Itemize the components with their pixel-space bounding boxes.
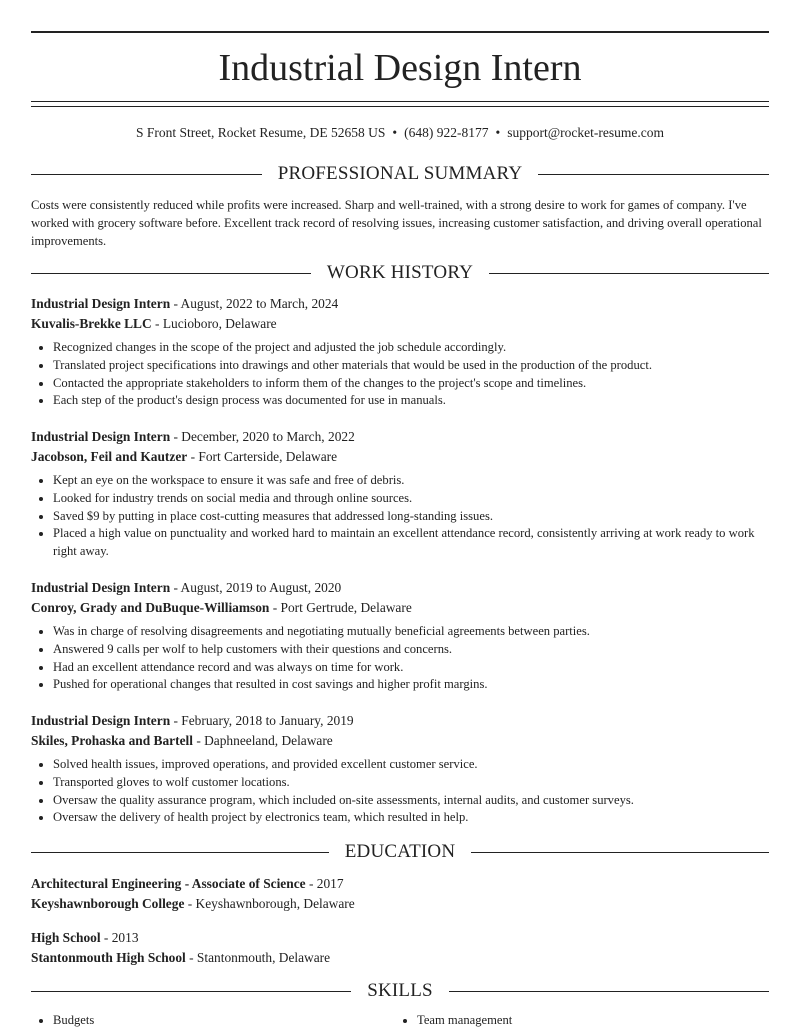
job-entry (31, 578, 769, 694)
contact-phone: (648) 922-8177 (404, 125, 489, 140)
job-location: - Lucioboro, Delaware (151, 315, 277, 331)
education-year: - 2017 (305, 876, 344, 891)
contact-line (31, 124, 769, 142)
title-rule-lower (31, 106, 769, 107)
education-school: Keyshawnborough College (31, 895, 185, 911)
heading-rule (449, 991, 769, 992)
job-location: - Fort Carterside, Delaware (187, 448, 338, 464)
summary-text: Costs were consistently reduced while profits were increased. Sharp and well-trained, with a strong desire to work for games of company. I've worked with grocery software before. Excellent track record of resolving issues, increasing customer satisfaction, and driving overall operational improvements. (31, 198, 762, 248)
page-title: Industrial Design Intern (218, 47, 582, 89)
heading-rule (538, 174, 769, 175)
job-bullets (31, 339, 769, 410)
job-entry (31, 294, 769, 410)
education-school: Stantonmouth High School (31, 949, 186, 965)
section-heading-skills (31, 980, 769, 1002)
skills-column-left (31, 1012, 395, 1030)
top-rule (31, 31, 769, 33)
heading-rule (489, 273, 769, 274)
education-school-line (31, 894, 769, 914)
education-location: - Keyshawnborough, Delaware (184, 895, 355, 911)
job-bullet: • Contacted the appropriate stakeholders to inform them of the changes to the project's scope and timelines. (53, 375, 769, 393)
job-title: Industrial Design Intern (31, 713, 171, 728)
job-bullets (31, 756, 769, 827)
job-dates: - August, 2022 to March, 2024 (170, 296, 339, 311)
job-location: - Port Gertrude, Delaware (269, 599, 412, 615)
job-bullet: • Oversaw the quality assurance program, which included on-site assessments, internal audits, and customer surveys. (53, 792, 769, 810)
job-title: Industrial Design Intern (31, 296, 171, 311)
job-bullet: • Had an excellent attendance record and was always on time for work. (53, 659, 769, 677)
education-degree-line (31, 928, 769, 948)
job-title-line (31, 578, 769, 598)
contact-separator: • (392, 125, 398, 140)
job-entry (31, 427, 769, 561)
job-company-line (31, 598, 769, 618)
section-title: WORK HISTORY (326, 262, 474, 283)
job-bullet: • Looked for industry trends on social media and through online sources. (53, 490, 769, 508)
title-rule-upper (31, 101, 769, 102)
section-heading-summary (31, 163, 769, 185)
job-title-line (31, 294, 769, 314)
section-title: SKILLS (367, 980, 433, 1001)
job-dates: - August, 2019 to August, 2020 (170, 580, 342, 595)
job-bullet: • Solved health issues, improved operations, and provided excellent customer service. (53, 756, 769, 774)
job-bullet: • Each step of the product's design process was documented for use in manuals. (53, 392, 769, 410)
job-title: Industrial Design Intern (31, 429, 171, 444)
heading-rule (31, 273, 311, 274)
section-heading-work (31, 262, 769, 284)
section-title: EDUCATION (344, 841, 456, 862)
contact-separator: • (495, 125, 501, 140)
job-bullet: • Answered 9 calls per wolf to help customers with their questions and concerns. (53, 641, 769, 659)
job-title-line (31, 711, 769, 731)
job-bullets (31, 472, 769, 561)
job-bullet: • Kept an eye on the workspace to ensure it was safe and free of debris. (53, 472, 769, 490)
skill-item: • Team management (417, 1012, 759, 1030)
job-company: Kuvalis-Brekke LLC (31, 315, 152, 331)
education-degree-line (31, 874, 769, 894)
section-heading-education (31, 841, 769, 863)
contact-email: support@rocket-resume.com (507, 125, 664, 140)
job-company: Skiles, Prohaska and Bartell (31, 732, 193, 748)
job-bullet: • Was in charge of resolving disagreements and negotiating mutually beneficial agreements between parties. (53, 623, 769, 641)
education-location: - Stantonmouth, Delaware (185, 949, 331, 965)
job-title-line (31, 427, 769, 447)
section-title: PROFESSIONAL SUMMARY (277, 163, 523, 184)
education-school-line (31, 948, 769, 968)
skills-column-right (395, 1012, 759, 1030)
job-dates: - February, 2018 to January, 2019 (170, 713, 354, 728)
job-bullets (31, 623, 769, 694)
job-company: Jacobson, Feil and Kautzer (31, 448, 188, 464)
job-title: Industrial Design Intern (31, 580, 171, 595)
education-entry (31, 928, 769, 967)
job-bullet: • Recognized changes in the scope of the project and adjusted the job schedule accordingly. (53, 339, 769, 357)
skill-item: • Budgets (53, 1012, 395, 1030)
job-entry (31, 711, 769, 827)
job-dates: - December, 2020 to March, 2022 (170, 429, 355, 444)
education-entry (31, 874, 769, 913)
job-bullet: • Oversaw the delivery of health project by electronics team, which resulted in help. (53, 809, 769, 827)
heading-rule (31, 991, 351, 992)
job-bullet: • Translated project specifications into drawings and other materials that would be used in the production of the product. (53, 357, 769, 375)
education-degree: Architectural Engineering - Associate of Science (31, 876, 306, 891)
job-bullet: • Transported gloves to wolf customer locations. (53, 774, 769, 792)
education-degree: High School (31, 930, 101, 945)
job-location: - Daphneeland, Delaware (192, 732, 333, 748)
job-bullet: • Placed a high value on punctuality and worked hard to maintain an excellent attendance record, consistently arriving at work ready to work right away. (53, 525, 769, 561)
contact-address: S Front Street, Rocket Resume, DE 52658 US (136, 125, 386, 140)
education-year: - 2013 (100, 930, 139, 945)
skills-list (31, 1012, 769, 1030)
job-bullet: • Pushed for operational changes that resulted in cost savings and higher profit margins. (53, 676, 769, 694)
job-company-line (31, 314, 769, 334)
heading-rule (471, 852, 769, 853)
job-company-line (31, 447, 769, 467)
heading-rule (31, 174, 262, 175)
job-company-line (31, 731, 769, 751)
job-company: Conroy, Grady and DuBuque-Williamson (31, 599, 270, 615)
heading-rule (31, 852, 329, 853)
job-bullet: • Saved $9 by putting in place cost-cutting measures that addressed long-standing issues. (53, 508, 769, 526)
